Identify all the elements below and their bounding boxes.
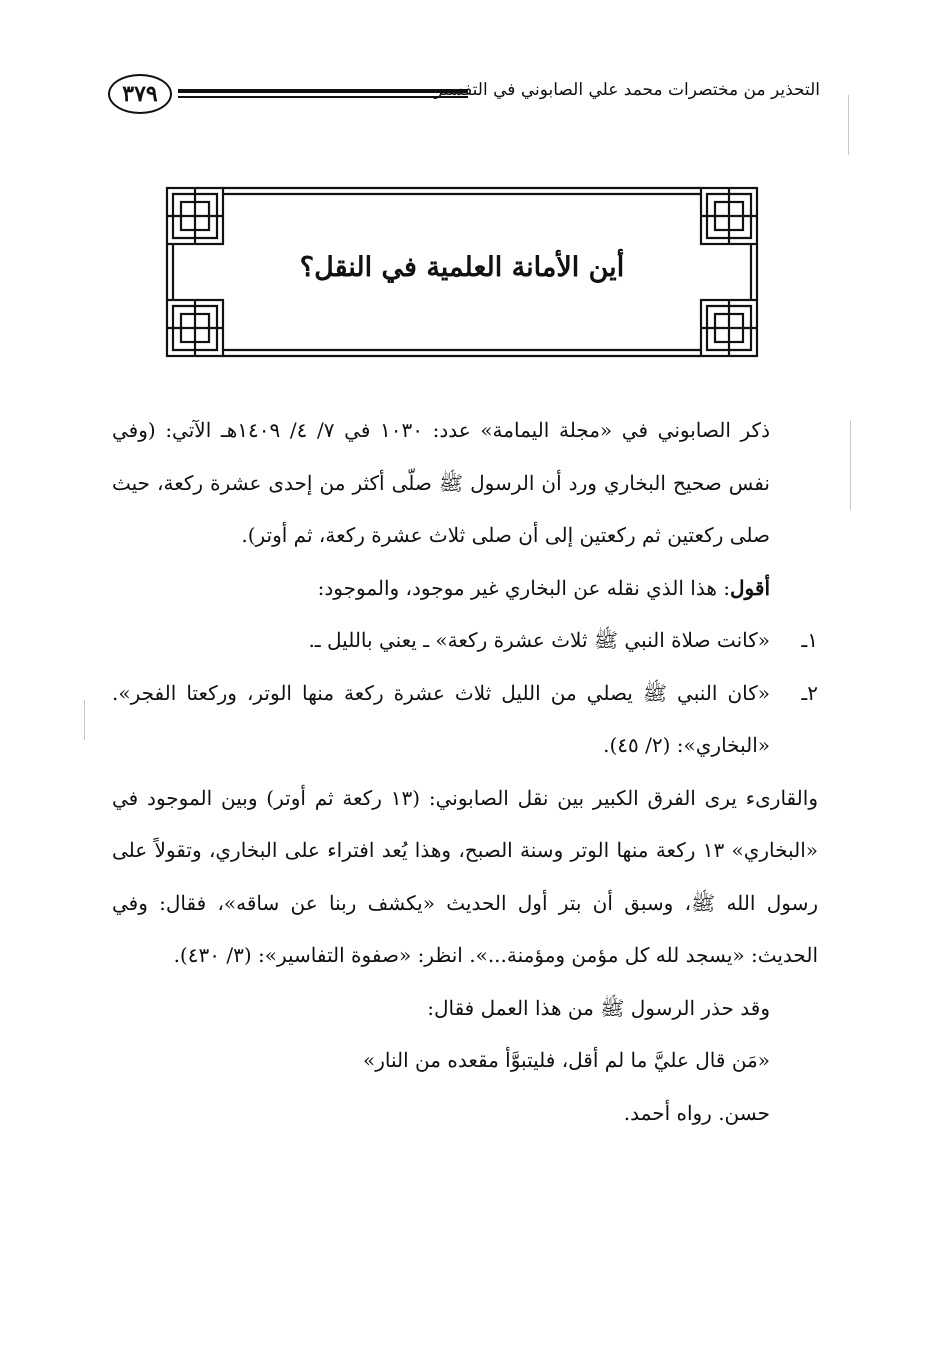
paragraph-2-text: : هذا الذي نقله عن البخاري غير موجود، والموجود:: [317, 575, 731, 600]
body-text: [112, 404, 818, 1139]
page-number: ٣٧٩: [108, 74, 172, 114]
page-header: [108, 74, 820, 118]
chapter-title-frame: [163, 184, 761, 360]
paragraph-2-lead: أقول: [730, 575, 770, 600]
hadith-grading: حسن. رواه أحمد.: [623, 1100, 770, 1125]
header-rule-thick: [178, 89, 468, 93]
scan-margin-mark: [84, 700, 85, 740]
paragraph-1: ذكر الصابوني في «مجلة اليمامة» عدد: ١٠٣٠ في ٧/ ٤/ ١٤٠٩هـ الآتي: (وفي نفس صحيح البخاري ورد أن الرسول ﷺ صلّى أكثر من إحدى عشرة ركعة، حيث صلى ركعتين ثم ركعتين إلى أن صلى ثلاث عشرة ركعة، ثم أوتر).: [112, 418, 770, 547]
list-item-number: ٢ـ: [801, 680, 818, 705]
chapter-title: أين الأمانة العلمية في النقل؟: [299, 252, 625, 283]
list-item-text: «كانت صلاة النبي ﷺ ثلاث عشرة ركعة» ـ يعني بالليل ـ.: [308, 628, 770, 652]
corner-knot-bottom-left: [167, 300, 223, 356]
paragraph-4: وقد حذر الرسول ﷺ من هذا العمل فقال:: [427, 995, 770, 1020]
paragraph-3: والقارىء يرى الفرق الكبير بين نقل الصابوني: (١٣ ركعة ثم أوتر) وبين الموجود في «البخاري» ١٣ ركعة منها الوتر وسنة الصبح، وهذا يُعد افتراء على البخاري، وتقولاً على رسول الله ﷺ، وسبق أن بتر أول الحديث «يكشف ربنا عن ساقه»، فقال: وفي الحديث: «يسجد لله كل مؤمن ومؤمنة...». انظر: «صفوة التفاسير»: (٣/ ٤٣٠).: [112, 785, 818, 967]
corner-knot-top-right: [701, 188, 757, 244]
list-item: [112, 614, 818, 667]
corner-knot-bottom-right: [701, 300, 757, 356]
header-rule: [178, 89, 468, 101]
scan-margin-mark: [850, 420, 851, 510]
list-item-number: ١ـ: [801, 628, 818, 652]
list-item: [112, 667, 818, 772]
hadith-quote: «مَن قال عليَّ ما لم أقل، فليتبوَّأ مقعده من النار»: [363, 1048, 770, 1072]
corner-knot-top-left: [167, 188, 223, 244]
paragraph-2: [112, 562, 818, 615]
list-item-text: «كان النبي ﷺ يصلي من الليل ثلاث عشرة ركعة منها الوتر، وركعتا الفجر». «البخاري»: (٢/ ٤٥).: [112, 680, 770, 757]
scan-margin-mark: [848, 95, 849, 155]
header-rule-thin: [178, 96, 468, 98]
running-title: التحذير من مختصرات محمد علي الصابوني في التفسير: [434, 80, 820, 100]
